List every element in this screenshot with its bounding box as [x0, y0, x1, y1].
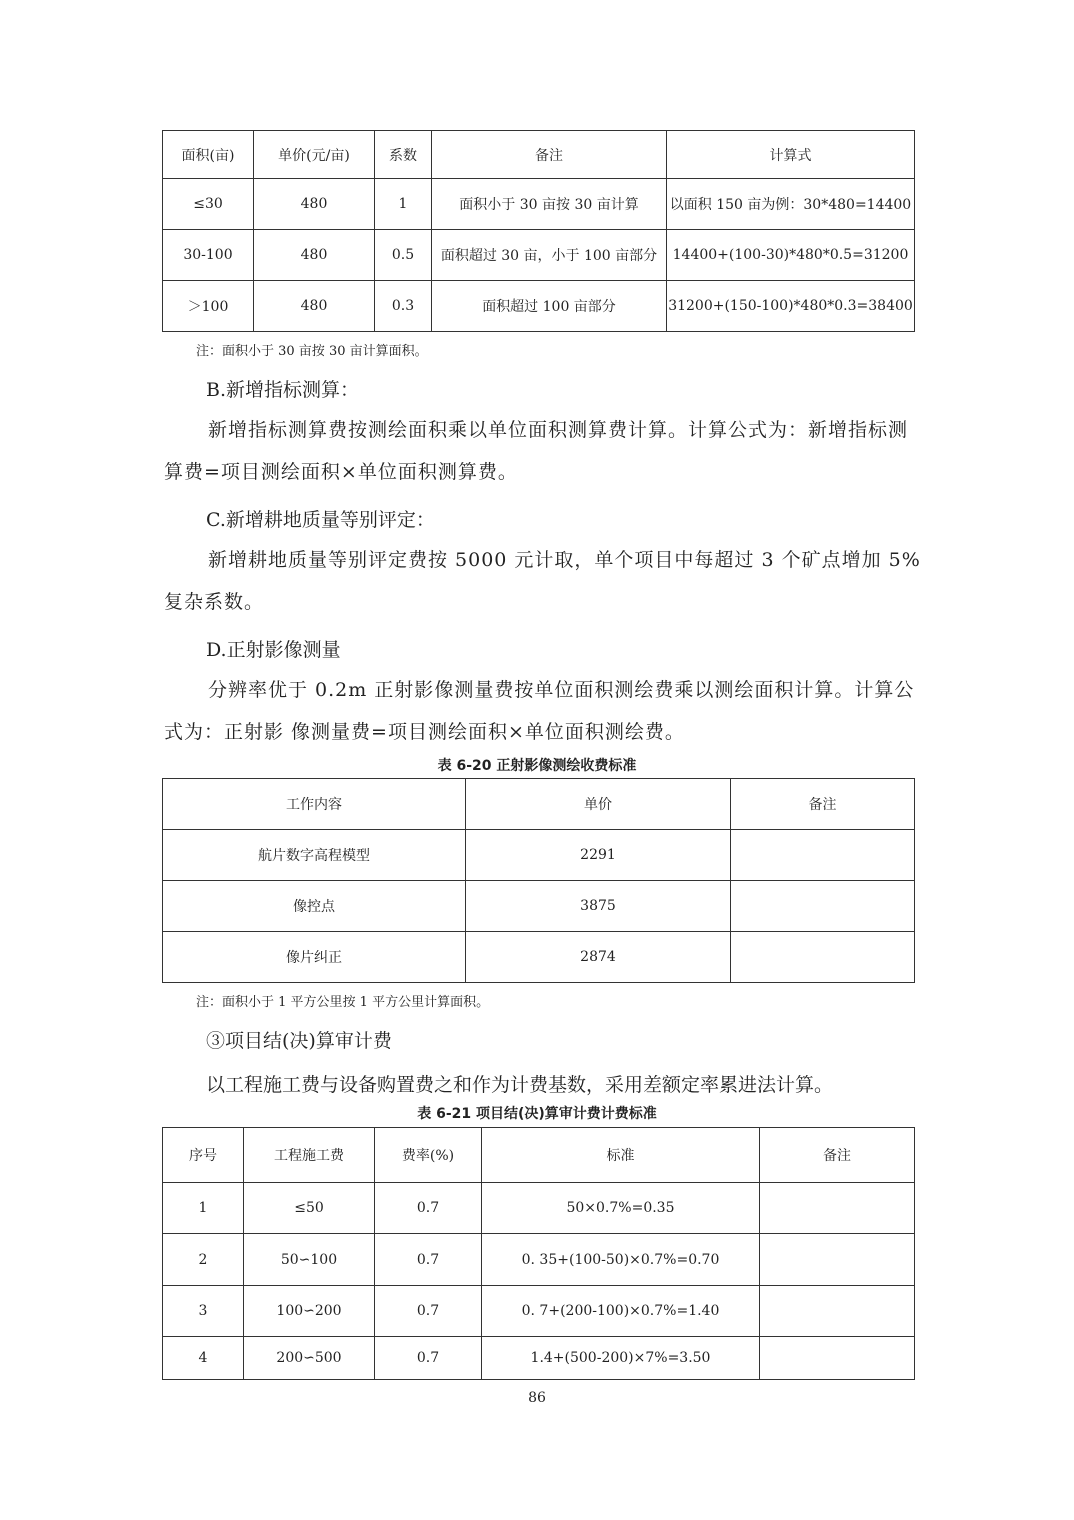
- table-cell: 面积超过 30 亩，小于 100 亩部分: [432, 230, 667, 281]
- table-row: [163, 1286, 915, 1337]
- table-cell: 50∽100: [244, 1234, 375, 1286]
- section-heading: ③项目结(决)算审计费: [206, 1030, 392, 1052]
- table-row: [163, 230, 915, 281]
- table-cell: 31200+(150-100)*480*0.3=38400: [667, 281, 915, 332]
- table-cell: 1.4+(500-200)×7%=3.50: [482, 1337, 760, 1380]
- table-cell: 50×0.7%=0.35: [482, 1183, 760, 1234]
- table-cell: 0.3: [375, 281, 432, 332]
- table-row: [163, 281, 915, 332]
- table-cell: 200∽500: [244, 1337, 375, 1380]
- table-cell: 0.7: [375, 1183, 482, 1234]
- section-heading: D.正射影像测量: [206, 639, 341, 661]
- table-cell: ＞100: [163, 281, 254, 332]
- table-cell: 0. 7+(200-100)×0.7%=1.40: [482, 1286, 760, 1337]
- table-row: [163, 179, 915, 230]
- table-cell: [731, 932, 915, 983]
- table-header-cell: 工程施工费: [244, 1128, 375, 1183]
- table-cell: 100∽200: [244, 1286, 375, 1337]
- table-header-cell: 计算式: [667, 131, 915, 179]
- table-caption: 表 6-21 项目结(决)算审计费计费标准: [417, 1106, 657, 1122]
- table-cell: 480: [254, 281, 375, 332]
- table-row: [163, 1234, 915, 1286]
- table-caption: 表 6-20 正射影像测绘收费标准: [437, 758, 637, 774]
- audit-fee-table: [162, 1127, 915, 1380]
- table-cell: 4: [163, 1337, 244, 1380]
- table-note: 注：面积小于 30 亩按 30 亩计算面积。: [196, 344, 428, 359]
- table-cell: 3875: [466, 881, 731, 932]
- table-cell: 30-100: [163, 230, 254, 281]
- table-header-cell: 序号: [163, 1128, 244, 1183]
- table-cell: 0.5: [375, 230, 432, 281]
- table-cell: 0.7: [375, 1337, 482, 1380]
- table-cell: [760, 1183, 915, 1234]
- page-number: 86: [528, 1390, 546, 1406]
- table-cell: 2291: [466, 830, 731, 881]
- table-cell: 面积小于 30 亩按 30 亩计算: [432, 179, 667, 230]
- table-row: [163, 932, 915, 983]
- table-header-row: [163, 131, 915, 179]
- table-cell: [760, 1286, 915, 1337]
- table-header-cell: 备注: [760, 1128, 915, 1183]
- table-header-row: [163, 779, 915, 830]
- paragraph: 以工程施工费与设备购置费之和作为计费基数，采用差额定率累进法计算。: [206, 1074, 834, 1096]
- table-header-row: [163, 1128, 915, 1183]
- table-cell: 像片纠正: [163, 932, 466, 983]
- table-cell: 480: [254, 230, 375, 281]
- table-cell: 2: [163, 1234, 244, 1286]
- table-cell: 2874: [466, 932, 731, 983]
- table-cell: 480: [254, 179, 375, 230]
- section-heading: B.新增指标测算：: [206, 379, 360, 401]
- table-cell: 像控点: [163, 881, 466, 932]
- table-cell: 1: [375, 179, 432, 230]
- table-row: [163, 1337, 915, 1380]
- table-row: [163, 830, 915, 881]
- paragraph: 新增指标测算费按测绘面积乘以单位面积测算费计算。计算公式为：新增指标测算费=项目测绘面积×单位面积测算费。: [164, 419, 909, 483]
- table-cell: 14400+(100-30)*480*0.5=31200: [667, 230, 915, 281]
- paragraph: 新增耕地质量等别评定费按 5000 元计取，单个项目中每超过 3 个矿点增加 5%复杂系数。: [164, 549, 921, 613]
- table-header-cell: 单价: [466, 779, 731, 830]
- table-cell: ≤30: [163, 179, 254, 230]
- area-fee-table: [162, 130, 915, 332]
- table-cell: [731, 881, 915, 932]
- table-row: [163, 881, 915, 932]
- table-note: 注：面积小于 1 平方公里按 1 平方公里计算面积。: [196, 995, 490, 1010]
- table-cell: [760, 1337, 915, 1380]
- table-cell: 以面积 150 亩为例：30*480=14400: [667, 179, 915, 230]
- table-header-cell: 工作内容: [163, 779, 466, 830]
- table-header-cell: 备注: [432, 131, 667, 179]
- table-header-cell: 标准: [482, 1128, 760, 1183]
- table-cell: ≤50: [244, 1183, 375, 1234]
- table-cell: 0.7: [375, 1286, 482, 1337]
- table-header-cell: 系数: [375, 131, 432, 179]
- table-cell: 0. 35+(100-50)×0.7%=0.70: [482, 1234, 760, 1286]
- table-cell: [731, 830, 915, 881]
- table-cell: 1: [163, 1183, 244, 1234]
- table-header-cell: 面积(亩): [163, 131, 254, 179]
- table-header-cell: 单价(元/亩): [254, 131, 375, 179]
- paragraph: 分辨率优于 0.2m 正射影像测量费按单位面积测绘费乘以测绘面积计算。计算公式为：正射影 像测量费=项目测绘面积×单位面积测绘费。: [164, 679, 915, 743]
- orthophoto-fee-table: [162, 778, 915, 983]
- table-cell: 航片数字高程模型: [163, 830, 466, 881]
- table-row: [163, 1183, 915, 1234]
- section-heading: C.新增耕地质量等别评定：: [206, 509, 435, 531]
- table-cell: 3: [163, 1286, 244, 1337]
- table-cell: [760, 1234, 915, 1286]
- table-cell: 面积超过 100 亩部分: [432, 281, 667, 332]
- table-cell: 0.7: [375, 1234, 482, 1286]
- table-header-cell: 备注: [731, 779, 915, 830]
- table-header-cell: 费率(%): [375, 1128, 482, 1183]
